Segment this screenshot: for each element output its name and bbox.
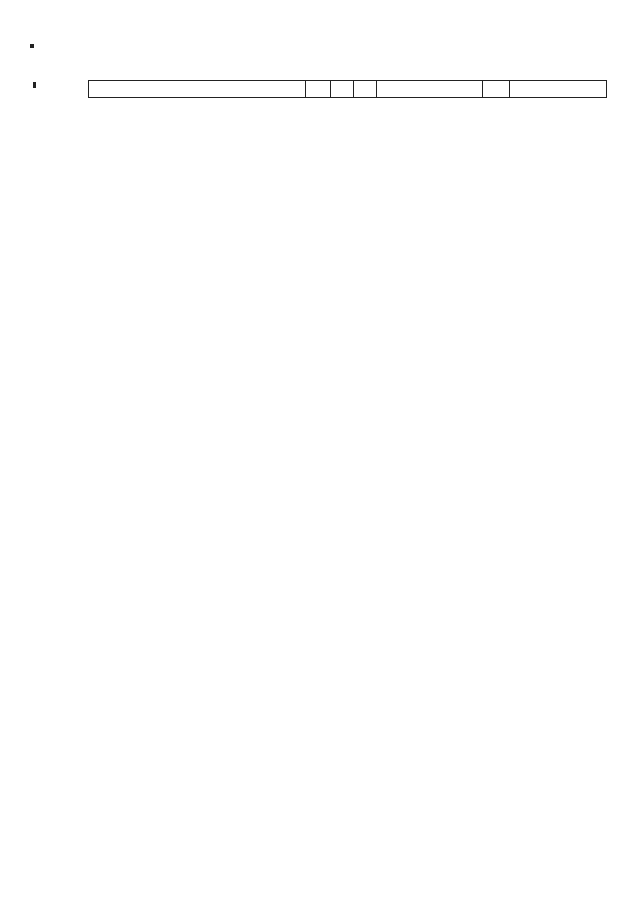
column-header-3 [331,81,354,98]
column-header-table [88,80,607,98]
column-header-6 [483,81,510,98]
scan-mark-bottom [33,82,36,88]
scan-mark-top [30,44,34,48]
column-header-5 [377,81,483,98]
column-header-2 [306,81,331,98]
column-header-4 [354,81,377,98]
column-header-7 [510,81,607,98]
column-header-1 [89,81,306,98]
